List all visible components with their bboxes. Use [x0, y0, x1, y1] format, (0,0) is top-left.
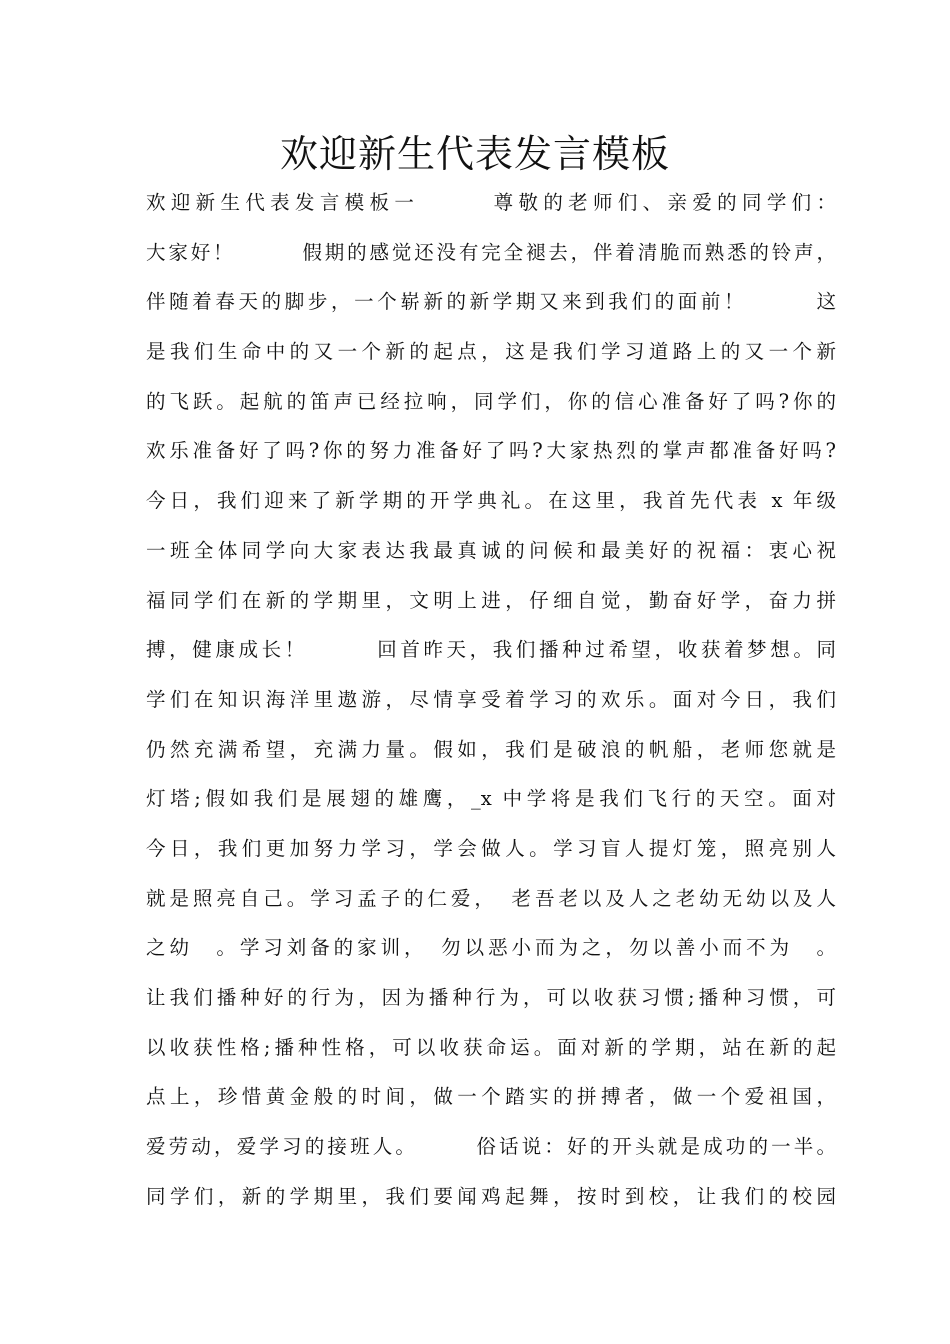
document-title: 欢迎新生代表发言模板: [279, 132, 670, 176]
body-line: 仍然充满希望，充满力量。假如，我们是破浪的帆船，老师您就是: [146, 737, 836, 761]
body-line: 搏，健康成长！ 回首昨天，我们播种过希望，收获着梦想。同: [146, 638, 836, 662]
body-line: 爱劳动，爱学习的接班人。 俗话说：好的开头就是成功的一半。: [146, 1135, 836, 1159]
body-line: 一班全体同学向大家表达我最真诚的问候和最美好的祝福：衷心祝: [146, 538, 836, 562]
body-line: 之幼 。学习刘备的家训， 勿以恶小而为之，勿以善小而不为 。: [146, 936, 836, 960]
body-line: 大家好！ 假期的感觉还没有完全褪去，伴着清脆而熟悉的铃声，: [146, 240, 836, 264]
body-line: 今日，我们更加努力学习，学会做人。学习盲人提灯笼，照亮别人: [146, 836, 836, 860]
body-line: 欢迎新生代表发言模板一 尊敬的老师们、亲爱的同学们：: [146, 191, 836, 214]
body-line: 同学们，新的学期里，我们要闻鸡起舞，按时到校，让我们的校园: [146, 1184, 836, 1208]
body-line: 是我们生命中的又一个新的起点，这是我们学习道路上的又一个新: [146, 340, 836, 364]
body-line: 福同学们在新的学期里，文明上进，仔细自觉，勤奋好学，奋力拼: [146, 588, 836, 612]
body-line: 今日，我们迎来了新学期的开学典礼。在这里，我首先代表 x 年级: [146, 489, 836, 513]
body-line: 以收获性格;播种性格，可以收获命运。面对新的学期，站在新的起: [146, 1035, 836, 1059]
body-line: 欢乐准备好了吗?你的努力准备好了吗?大家热烈的掌声都准备好吗?: [146, 439, 836, 463]
body-line: 就是照亮自己。学习孟子的仁爱， 老吾老以及人之老幼无幼以及人: [146, 886, 836, 910]
body-line: 伴随着春天的脚步，一个崭新的新学期又来到我们的面前！ 这: [146, 290, 836, 314]
body-line: 学们在知识海洋里遨游，尽情享受着学习的欢乐。面对今日，我们: [146, 687, 836, 711]
body-line: 让我们播种好的行为，因为播种行为，可以收获习惯;播种习惯，可: [146, 986, 836, 1009]
body-line: 点上，珍惜黄金般的时间，做一个踏实的拼搏者，做一个爱祖国，: [146, 1085, 836, 1109]
body-line: 灯塔;假如我们是展翅的雄鹰，_x 中学将是我们飞行的天空。面对: [146, 787, 836, 811]
document-body: [146, 178, 836, 1221]
body-line: 的飞跃。起航的笛声已经拉响，同学们，你的信心准备好了吗?你的: [146, 389, 836, 413]
